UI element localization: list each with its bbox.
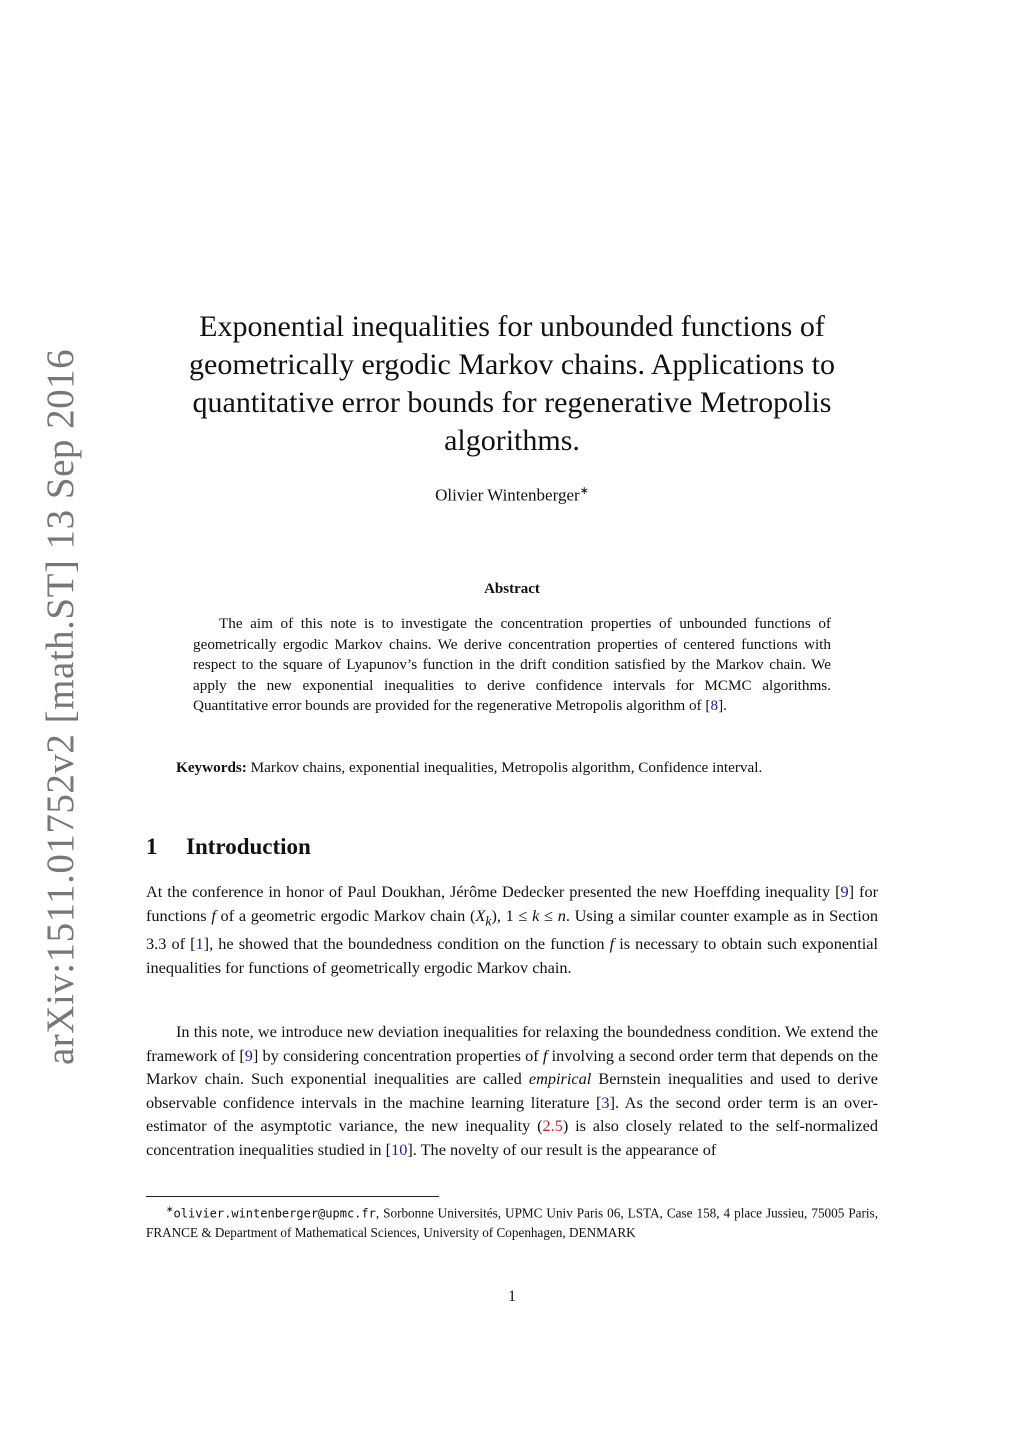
citation-link[interactable]: 8 <box>710 697 719 714</box>
text: of a geometric ergodic Markov chain ( <box>215 905 476 925</box>
keywords-label: Keywords: <box>176 759 247 776</box>
text: ), 1 ≤ <box>491 905 533 925</box>
text: ], he showed that the boundedness condition on the function <box>203 934 610 954</box>
section-number: 1 <box>146 834 158 859</box>
text: At the conference in honor of Paul Doukhan, Jérôme Dedecker presented the new Hoeffding inequality [ <box>146 882 841 901</box>
citation-link[interactable]: 9 <box>840 882 849 901</box>
math-symbol: f <box>211 905 216 925</box>
math-symbol: k <box>532 905 540 925</box>
keywords-text: Markov chains, exponential inequalities, Metropolis algorithm, Confidence interval. <box>246 759 763 776</box>
intro-paragraph-1 <box>146 880 878 980</box>
keywords <box>146 757 878 778</box>
math-symbol: n <box>557 905 566 925</box>
author-name: Olivier Wintenberger <box>435 485 580 505</box>
section-title: Introduction <box>186 834 311 859</box>
intro-paragraph-2 <box>146 1020 878 1162</box>
citation-link[interactable]: 3 <box>601 1092 610 1112</box>
footnote-separator <box>146 1196 439 1197</box>
footnote <box>146 1200 878 1242</box>
text: ] by considering concentration properties of <box>252 1045 543 1065</box>
text: In this note, we introduce new deviation inequalities for relaxing the boundedness condition. We extend the framework of [ <box>146 1022 878 1065</box>
abstract-body <box>193 614 831 717</box>
math-symbol: f <box>609 934 615 954</box>
author-line <box>146 484 878 506</box>
text: ]. As the second order term is an over-estimator of the asymptotic variance, the new inequality ( <box>146 1092 878 1136</box>
citation-link[interactable]: 10 <box>391 1139 408 1159</box>
author-email-link[interactable]: olivier.wintenberger@upmc.fr <box>173 1206 376 1221</box>
emphasis-text: empirical <box>528 1069 592 1089</box>
text: involving a second order term that depends on the Markov chain. Such exponential inequalities are called <box>146 1045 879 1089</box>
text: ] for functions <box>146 882 879 925</box>
text: ≤ <box>539 905 558 925</box>
math-symbol: X <box>475 905 486 925</box>
arxiv-identifier-stamp: arXiv:1511.01752v2 [math.ST] 13 Sep 2016 <box>39 348 82 1065</box>
abstract-heading: Abstract <box>484 581 540 597</box>
text: Bernstein inequalities and used to derive observable confidence intervals in the machine learning literature [ <box>146 1069 878 1112</box>
abstract-text-end: ]. <box>718 697 727 714</box>
citation-link[interactable]: 9 <box>244 1045 253 1065</box>
section-heading <box>146 834 311 860</box>
citation-link[interactable]: 1 <box>195 934 204 954</box>
footnote-text: , Sorbonne Universités, UPMC Univ Paris 06, LSTA, Case 158, 4 place Jussieu, 75005 Paris, FRANCE & Department of Mathematical Sciences, University of Copenhagen, DENMARK <box>146 1205 878 1241</box>
text: ]. The novelty of our result is the appearance of <box>407 1139 717 1159</box>
text: . Using a similar counter example as in Section 3.3 of [ <box>146 905 878 954</box>
page-number: 1 <box>508 1288 516 1305</box>
text: is necessary to obtain such exponential inequalities for functions of geometrically ergodic Markov chain. <box>146 934 878 978</box>
footnote-mark: ∗ <box>166 1204 174 1214</box>
equation-reference-link[interactable]: 2.5 <box>542 1116 563 1136</box>
math-symbol: f <box>542 1045 548 1065</box>
author-footnote-mark[interactable]: ∗ <box>579 485 589 497</box>
abstract-text: The aim of this note is to investigate the concentration properties of unbounded functions of geometrically ergodic Markov chains. We derive concentration properties of centered functions with respect to the square of Lyapunov’s function in the drift condition satisfied by the Markov chain. We apply the new exponential inequalities to derive confidence intervals for MCMC algorithms. Quantitative error bounds are provided for the regenerative Metropolis algorithm of [ <box>193 615 831 714</box>
text: ) is also closely related to the self-normalized concentration inequalities studied in [ <box>146 1116 879 1159</box>
paper-title: Exponential inequalities for unbounded functions of geometrically ergodic Markov chains. Applications to quantitative error bounds for regenerative Metropolis algorithms. <box>189 310 835 457</box>
math-subscript: k <box>485 912 492 928</box>
